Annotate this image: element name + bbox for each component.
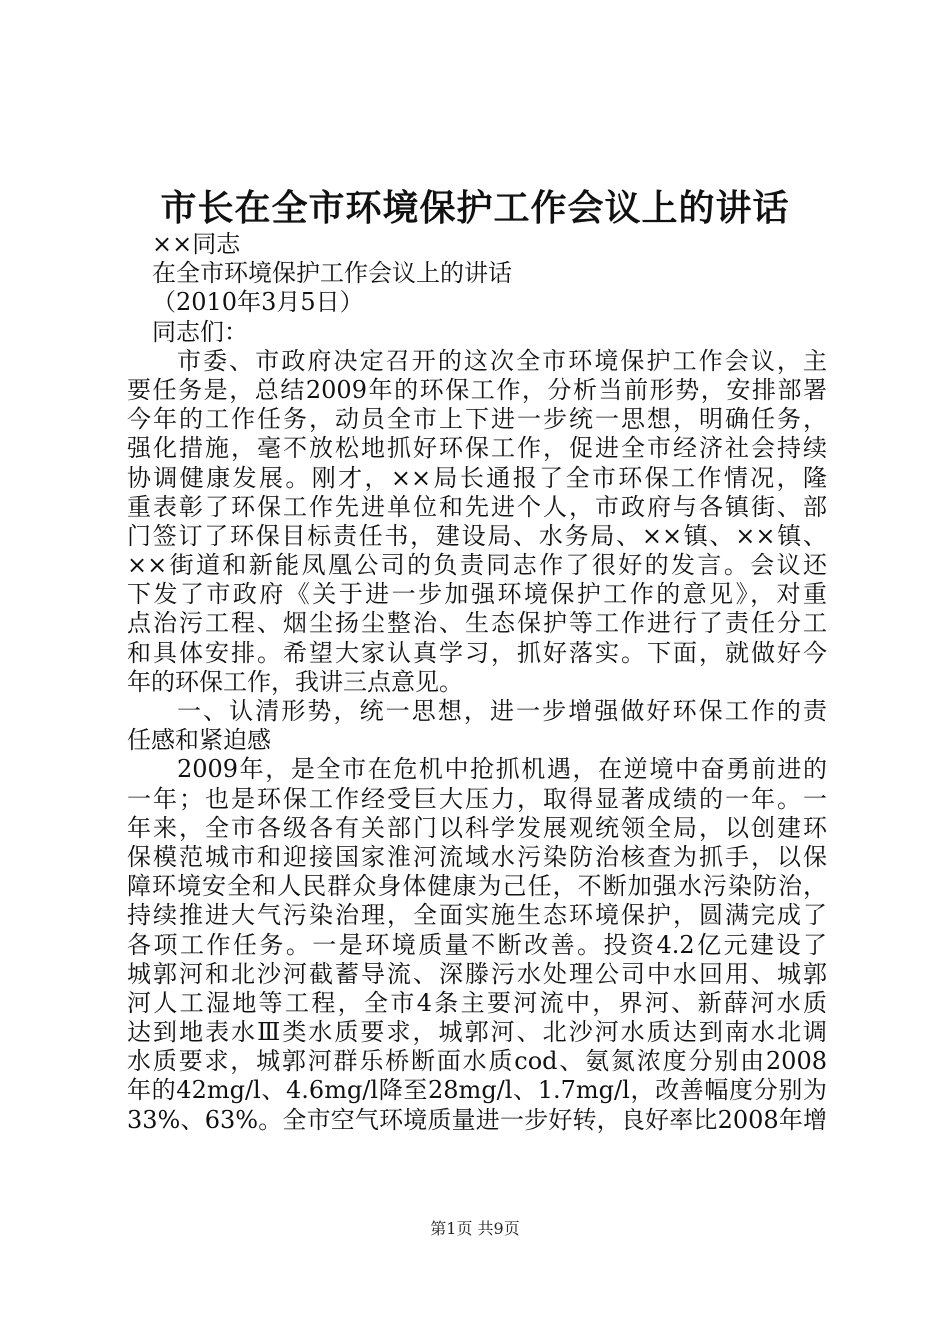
- paragraph-line: 年来，全市各级各有关部门以科学发展观统领全局，以创建环: [127, 813, 827, 842]
- paragraph-line: 和具体安排。希望大家认真学习，抓好落实。下面，就做好今: [127, 638, 827, 667]
- heading-line: 任感和紧迫感: [127, 726, 271, 755]
- paragraph-line: 城郭河和北沙河截蓄导流、深滕污水处理公司中水回用、城郭: [127, 959, 827, 988]
- page-footer: 第1页 共9页: [430, 1219, 520, 1238]
- paragraph-line: ××街道和新能凤凰公司的负责同志作了很好的发言。会议还: [127, 551, 827, 580]
- paragraph-line: 强化措施，毫不放松地抓好环保工作，促进全市经济社会持续: [127, 434, 827, 463]
- date-line: （2010年3月5日）: [152, 288, 364, 317]
- paragraph-line: 要任务是，总结2009年的环保工作，分析当前形势，安排部署: [127, 375, 827, 404]
- paragraph-line: 下发了市政府《关于进一步加强环境保护工作的意见》，对重: [127, 580, 827, 609]
- paragraph-line: 点治污工程、烟尘扬尘整治、生态保护等工作进行了责任分工: [127, 609, 827, 638]
- paragraph-line: 一年；也是环保工作经受巨大压力，取得显著成绩的一年。一: [127, 784, 827, 813]
- salutation-line: 同志们：: [152, 317, 248, 346]
- paragraph-line: 重表彰了环保工作先进单位和先进个人，市政府与各镇街、部: [127, 492, 827, 521]
- paragraph-line: 门签订了环保目标责任书，建设局、水务局、××镇、××镇、: [127, 521, 827, 550]
- section-heading-1: [127, 697, 827, 755]
- heading-line: 一、认清形势，统一思想，进一步增强做好环保工作的责: [177, 697, 827, 725]
- paragraph-line: 各项工作任务。一是环境质量不断改善。投资4.2亿元建设了: [127, 930, 827, 959]
- paragraph-line: 今年的工作任务，动员全市上下进一步统一思想，明确任务，: [127, 405, 827, 434]
- document-title: 市长在全市环境保护工作会议上的讲话: [160, 187, 790, 229]
- subtitle-line: 在全市环境保护工作会议上的讲话: [152, 259, 512, 288]
- paragraph-line: 33%、63%。全市空气环境质量进一步好转，良好率比2008年增: [127, 1105, 827, 1134]
- document-body: [127, 230, 827, 1135]
- paragraph-line: 保模范城市和迎接国家淮河流域水污染防治核查为抓手，以保: [127, 842, 827, 871]
- paragraph-line: 年的42mg/l、4.6mg/l降至28mg/l、1.7mg/l，改善幅度分别为: [127, 1076, 827, 1105]
- paragraph-line: 河人工湿地等工程，全市4条主要河流中，界河、新薛河水质: [127, 988, 827, 1017]
- paragraph-line: 障环境安全和人民群众身体健康为己任，不断加强水污染防治，: [127, 872, 827, 901]
- paragraph-1: [127, 347, 827, 697]
- paragraph-line: 水质要求，城郭河群乐桥断面水质cod、氨氮浓度分别由2008: [127, 1047, 827, 1076]
- author-line: ××同志: [152, 230, 241, 258]
- paragraph-line: 2009年，是全市在危机中抢抓机遇，在逆境中奋勇前进的: [177, 755, 827, 784]
- paragraph-line: 协调健康发展。刚才，××局长通报了全市环保工作情况，隆: [127, 463, 827, 492]
- paragraph-line: 市委、市政府决定召开的这次全市环境保护工作会议，主: [177, 346, 827, 375]
- paragraph-line: 达到地表水Ⅲ类水质要求，城郭河、北沙河水质达到南水北调: [127, 1018, 827, 1047]
- paragraph-2: [127, 755, 827, 1134]
- paragraph-line: 持续推进大气污染治理，全面实施生态环境保护，圆满完成了: [127, 901, 827, 930]
- paragraph-line: 年的环保工作，我讲三点意见。: [127, 667, 463, 696]
